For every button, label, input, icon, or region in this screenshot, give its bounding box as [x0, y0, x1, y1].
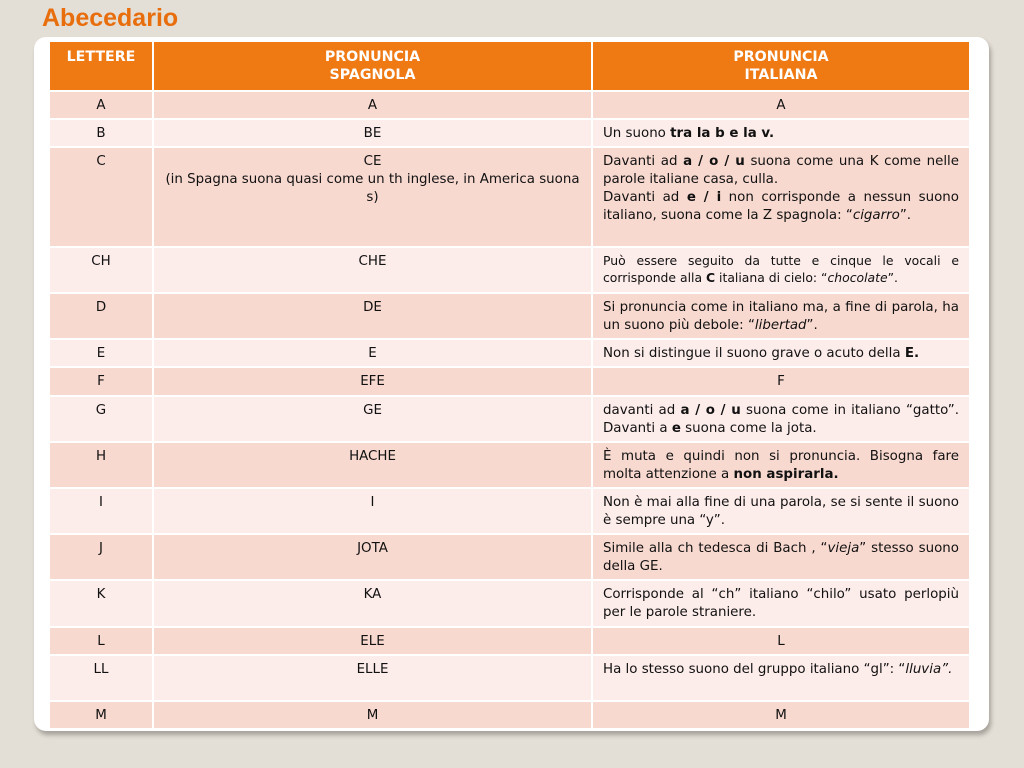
letter-cell: A [49, 91, 153, 119]
letter-cell: E [49, 339, 153, 367]
letter-cell: F [49, 367, 153, 395]
page-title: Abecedario [42, 4, 179, 32]
spanish-cell: CE (in Spagna suona quasi come un th inglese, in America suona s) [153, 147, 592, 247]
spanish-cell: ELE [153, 627, 592, 655]
spanish-cell: BE [153, 119, 592, 147]
table-row [49, 396, 970, 442]
spanish-cell: HACHE [153, 442, 592, 488]
table-row [49, 91, 970, 119]
italian-cell: A [592, 91, 970, 119]
letter-cell: B [49, 119, 153, 147]
italian-cell: L [592, 627, 970, 655]
italian-cell: Si pronuncia come in italiano ma, a fine di parola, ha un suono più debole: “libertad”. [592, 293, 970, 339]
table-row [49, 339, 970, 367]
letter-cell: M [49, 701, 153, 729]
spanish-cell: DE [153, 293, 592, 339]
table-row [49, 627, 970, 655]
spanish-cell: I [153, 488, 592, 534]
table-row [49, 147, 970, 247]
table-row [49, 655, 970, 701]
spanish-cell: ELLE [153, 655, 592, 701]
italian-cell: È muta e quindi non si pronuncia. Bisogna fare molta attenzione a non aspirarla. [592, 442, 970, 488]
letter-cell: CH [49, 247, 153, 293]
spanish-cell: M [153, 701, 592, 729]
italian-cell: davanti ad a / o / u suona come in italiano “gatto”. Davanti a e suona come la jota. [592, 396, 970, 442]
letter-cell: J [49, 534, 153, 580]
italian-cell: M [592, 701, 970, 729]
spanish-cell: JOTA [153, 534, 592, 580]
italian-cell: Può essere seguito da tutte e cinque le vocali e corrisponde alla C italiana di cielo: “chocolate”. [592, 247, 970, 293]
italian-cell: Non è mai alla fine di una parola, se si sente il suono è sempre una “y”. [592, 488, 970, 534]
italian-cell: Davanti ad a / o / u suona come una K come nelle parole italiane casa, culla. Davanti ad e / i non corrisponde a nessun suono italiano, suona come la Z spagnola: “cigarro”. [592, 147, 970, 247]
header-italian-pronunciation: PRONUNCIA ITALIANA [592, 41, 970, 91]
table-row [49, 580, 970, 626]
table-row [49, 701, 970, 729]
italian-cell: Ha lo stesso suono del gruppo italiano “gl”: “lluvia”. [592, 655, 970, 701]
letter-cell: LL [49, 655, 153, 701]
table-row [49, 119, 970, 147]
letter-cell: L [49, 627, 153, 655]
spanish-cell: CHE [153, 247, 592, 293]
letter-cell: G [49, 396, 153, 442]
spanish-cell: KA [153, 580, 592, 626]
italian-cell: Un suono tra la b e la v. [592, 119, 970, 147]
letter-cell: C [49, 147, 153, 247]
table-row [49, 534, 970, 580]
header-letters: LETTERE [49, 41, 153, 91]
italian-cell: Corrisponde al “ch” italiano “chilo” usato perlopiù per le parole straniere. [592, 580, 970, 626]
table-header-row [49, 41, 970, 91]
italian-cell: Simile alla ch tedesca di Bach , “vieja” stesso suono della GE. [592, 534, 970, 580]
table-row [49, 488, 970, 534]
header-spanish-pronunciation: PRONUNCIA SPAGNOLA [153, 41, 592, 91]
spanish-cell: E [153, 339, 592, 367]
spanish-cell: EFE [153, 367, 592, 395]
letter-cell: I [49, 488, 153, 534]
table-row [49, 367, 970, 395]
letter-cell: H [49, 442, 153, 488]
letter-cell: D [49, 293, 153, 339]
letter-cell: K [49, 580, 153, 626]
italian-cell: F [592, 367, 970, 395]
table-row [49, 442, 970, 488]
alphabet-table [48, 40, 971, 730]
table-row [49, 247, 970, 293]
table-row [49, 293, 970, 339]
spanish-cell: GE [153, 396, 592, 442]
italian-cell: Non si distingue il suono grave o acuto della E. [592, 339, 970, 367]
spanish-cell: A [153, 91, 592, 119]
